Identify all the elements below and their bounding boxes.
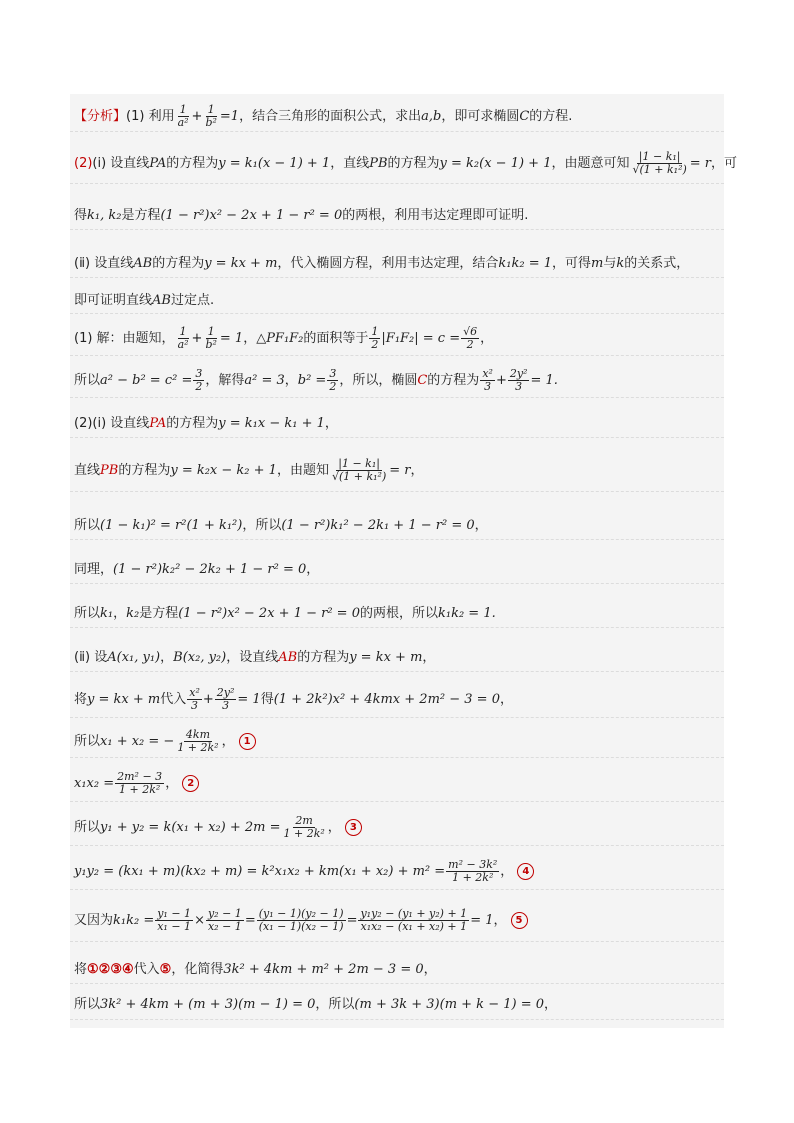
fraction-denominator: x₂ − 1 xyxy=(207,920,242,933)
math-expression: PA xyxy=(149,155,167,171)
text-line xyxy=(70,288,724,314)
text-line xyxy=(70,600,724,628)
fraction-denominator: b² xyxy=(205,116,217,129)
fraction-numerator: 2m xyxy=(295,814,313,827)
body-text: 的面积等于 xyxy=(303,330,369,346)
text-line xyxy=(70,410,724,438)
fraction-numerator: 2m² − 3 xyxy=(117,770,163,783)
math-expression: B(x₂, y₂) xyxy=(173,649,227,665)
body-text: ， xyxy=(165,775,179,791)
body-text: ，△ xyxy=(243,330,267,346)
math-expression: A(x₁, y₁) xyxy=(107,649,161,665)
body-text: 同理， xyxy=(74,561,114,577)
body-text: ， xyxy=(160,649,174,665)
fraction-numerator: 3 xyxy=(195,367,203,380)
body-text: ，直线 xyxy=(330,155,370,171)
body-text: ， xyxy=(474,517,488,533)
math-expression: (1 − r²)k₁² − 2k₁ + 1 − r² = 0 xyxy=(281,517,475,533)
circled-number: 3 xyxy=(345,819,362,836)
text-line xyxy=(70,810,724,846)
text-line xyxy=(70,322,724,356)
body-text: (ⅰ) 设直线 xyxy=(92,155,150,171)
body-text: 得 xyxy=(260,691,274,707)
math-expression: y = k₁x − k₁ + 1 xyxy=(218,415,325,431)
fraction xyxy=(327,368,338,393)
body-text: 的方程为 xyxy=(152,255,205,271)
math-expression: k₁k₂ = 1. xyxy=(438,605,496,621)
body-text: 得 xyxy=(74,207,88,223)
body-text: 所以 xyxy=(74,733,101,749)
body-text: ，所以，椭圆 xyxy=(339,372,418,388)
math-expression: b² = xyxy=(297,372,327,388)
math-expression: C xyxy=(519,108,530,124)
math-expression: (1 − r²)x² − 2x + 1 − r² = 0 xyxy=(160,207,343,223)
math-expression: 3k² + 4km + (m + 3)(m − 1) = 0 xyxy=(100,996,316,1012)
fraction xyxy=(115,771,164,796)
fraction-numerator: y₂ − 1 xyxy=(207,907,242,920)
math-expression: (1 + 2k²)x² + 4kmx + 2m² − 3 = 0 xyxy=(273,691,500,707)
fraction-denominator: (x₁ − 1)(x₂ − 1) xyxy=(258,920,344,933)
text-line xyxy=(70,102,724,132)
document-page xyxy=(70,94,738,1028)
circled-number: 2 xyxy=(182,775,199,792)
fraction-numerator: y₁y₂ − (y₁ + y₂) + 1 xyxy=(360,907,468,920)
fraction-denominator: 2 xyxy=(195,380,203,393)
text-line xyxy=(70,250,724,278)
body-text: ， xyxy=(544,996,558,1012)
circled-number: 5 xyxy=(511,912,528,929)
fraction-denominator: 3 xyxy=(515,380,523,393)
body-text: + xyxy=(191,108,203,124)
math-expression: a,b xyxy=(421,108,442,124)
math-expression: k₁k₂ = 1 xyxy=(498,255,553,271)
body-text: (ⅱ) 设 xyxy=(74,649,108,665)
fraction-denominator: x₁ − 1 xyxy=(157,920,192,933)
math-expression: = 1 xyxy=(237,691,261,707)
body-text: 代入 xyxy=(133,961,160,977)
math-expression: k₁, k₂ xyxy=(87,207,122,223)
body-text: + xyxy=(495,372,507,388)
body-text: 所以 xyxy=(74,996,101,1012)
math-expression: x₁x₂ = xyxy=(74,775,115,791)
body-text: + xyxy=(191,330,203,346)
body-text: 将 xyxy=(74,961,88,977)
body-text: 的方程为 xyxy=(118,462,171,478)
math-expression: |F₁F₂| = c = xyxy=(381,330,461,346)
math-expression: = 1 xyxy=(219,330,244,346)
fraction-numerator: 3 xyxy=(329,367,337,380)
math-expression: C xyxy=(417,372,428,388)
fraction xyxy=(187,687,202,712)
math-expression: 3k² + 4km + m² + 2m − 3 = 0 xyxy=(223,961,424,977)
math-expression: = 1 xyxy=(470,912,494,928)
body-text: 所以 xyxy=(74,517,101,533)
body-text: 的两根，所以 xyxy=(359,605,438,621)
text-line xyxy=(70,450,724,492)
math-expression: AB xyxy=(278,649,298,665)
math-expression: = 1. xyxy=(530,372,558,388)
body-text: ， xyxy=(284,372,298,388)
fraction-numerator: x² xyxy=(482,367,493,380)
text-line xyxy=(70,766,724,802)
fraction-denominator: √(1 + k₁²) xyxy=(331,470,387,483)
fraction xyxy=(175,729,220,754)
label-text: (2) xyxy=(74,155,93,171)
text-line xyxy=(70,956,724,984)
text-line xyxy=(70,990,724,1020)
body-text: (1) 利用 xyxy=(126,108,175,124)
math-expression: y = k₂(x − 1) + 1 xyxy=(439,155,552,171)
body-text: 是方程 xyxy=(121,207,161,223)
body-text: ，可 xyxy=(711,155,738,171)
fraction-denominator: 3 xyxy=(484,380,492,393)
fraction-denominator: 1 + 2k² xyxy=(283,827,325,840)
math-expression: × xyxy=(194,912,205,928)
math-expression: AB xyxy=(152,292,171,308)
fraction xyxy=(358,908,469,933)
fraction-numerator: 1 xyxy=(207,325,215,338)
fraction-denominator: x₁x₂ − (x₁ + x₂) + 1 xyxy=(360,920,468,933)
body-text: ， xyxy=(480,330,494,346)
fraction-numerator: x² xyxy=(189,686,200,699)
math-expression: = xyxy=(244,912,256,928)
fraction-numerator: 1 xyxy=(179,103,187,116)
fraction-denominator: 1 + 2k² xyxy=(119,783,161,796)
math-expression: a² − b² = c² = xyxy=(100,372,193,388)
body-text: (1) 解：由题知， xyxy=(74,330,175,346)
math-expression: k₁ xyxy=(100,605,114,621)
math-expression: (1 − r²)x² − 2x + 1 − r² = 0 xyxy=(178,605,360,621)
fraction-denominator: 1 + 2k² xyxy=(177,741,219,754)
body-text: ， xyxy=(499,691,513,707)
body-text: (ⅱ) 设直线 xyxy=(74,255,134,271)
text-line xyxy=(70,644,724,672)
fraction xyxy=(193,368,204,393)
body-text: 将 xyxy=(74,691,88,707)
math-expression: k xyxy=(616,255,625,271)
math-expression: PF₁F₂ xyxy=(266,330,304,346)
body-text: ， xyxy=(500,863,514,879)
math-expression: PB xyxy=(100,462,119,478)
fraction-denominator: b² xyxy=(205,338,217,351)
fraction-numerator: |1 − k₁| xyxy=(338,457,380,470)
body-text: ， xyxy=(410,462,424,478)
fraction-numerator: 1 xyxy=(371,325,379,338)
fraction-denominator: √(1 + k₁²) xyxy=(632,163,687,176)
math-expression: a² = 3 xyxy=(244,372,285,388)
fraction-denominator: 3 xyxy=(191,699,199,712)
fraction xyxy=(176,104,191,129)
body-text: ， xyxy=(306,561,320,577)
fraction-denominator: a² xyxy=(177,338,189,351)
math-expression: = r xyxy=(689,155,712,171)
body-text: ， xyxy=(327,819,341,835)
fraction xyxy=(155,908,193,933)
fraction-numerator: 4km xyxy=(185,728,211,741)
fraction-denominator: a² xyxy=(177,116,189,129)
math-expression: y = k₂x − k₂ + 1 xyxy=(170,462,277,478)
math-expression: = xyxy=(346,912,358,928)
body-text: ，设直线 xyxy=(226,649,279,665)
label-text: 【分析】 xyxy=(74,108,127,124)
fraction-denominator: 2 xyxy=(329,380,337,393)
body-text: 直线 xyxy=(74,462,101,478)
body-text: 与 xyxy=(603,255,617,271)
body-text: 的方程. xyxy=(529,108,573,124)
body-text: ，即可求椭圆 xyxy=(441,108,520,124)
body-text: + xyxy=(202,691,214,707)
fraction-numerator: 1 xyxy=(207,103,215,116)
text-line xyxy=(70,364,724,398)
text-line xyxy=(70,854,724,890)
body-text: ，解得 xyxy=(205,372,245,388)
circled-references: ⑤ xyxy=(159,961,172,977)
fraction-numerator: |1 − k₁| xyxy=(638,150,681,163)
body-text: 的方程为 xyxy=(427,372,480,388)
body-text: ， xyxy=(113,605,127,621)
fraction xyxy=(630,151,688,176)
fraction xyxy=(206,908,244,933)
body-text: 代入 xyxy=(160,691,187,707)
fraction xyxy=(369,326,380,351)
text-line xyxy=(70,144,738,184)
math-expression: k₂ xyxy=(126,605,140,621)
body-text: 的两根，利用韦达定理即可证明. xyxy=(342,207,529,223)
math-expression: y = k₁(x − 1) + 1 xyxy=(218,155,331,171)
math-expression: y₁y₂ = (kx₁ + m)(kx₂ + m) = k²x₁x₂ + km(x₁ + x₂) + m² = xyxy=(74,863,446,879)
body-text: 的方程为 xyxy=(166,155,219,171)
text-line xyxy=(70,202,724,230)
body-text: ， xyxy=(422,649,436,665)
body-text: 所以 xyxy=(74,372,101,388)
body-text: ，所以 xyxy=(315,996,355,1012)
math-expression: k₁k₂ = xyxy=(113,912,155,928)
fraction xyxy=(203,104,218,129)
fraction xyxy=(461,326,479,351)
body-text: 即可证明直线 xyxy=(74,292,153,308)
text-line xyxy=(70,726,724,758)
body-text: 是方程 xyxy=(139,605,179,621)
fraction-numerator: m² − 3k² xyxy=(448,858,498,871)
body-text: ， xyxy=(324,415,338,431)
fraction-numerator: 2y² xyxy=(216,686,235,699)
fraction xyxy=(203,326,218,351)
fraction-denominator: 2 xyxy=(371,338,379,351)
body-text: ，由题知 xyxy=(276,462,329,478)
body-text: ， xyxy=(493,912,507,928)
circled-references: ①②③④ xyxy=(87,961,134,977)
math-expression: = r xyxy=(389,462,411,478)
body-text: 的方程为 xyxy=(387,155,440,171)
text-line xyxy=(70,512,724,540)
text-line xyxy=(70,900,724,942)
fraction xyxy=(176,326,191,351)
math-expression: y = kx + m xyxy=(349,649,423,665)
fraction xyxy=(257,908,346,933)
text-line xyxy=(70,556,724,584)
body-text: ，结合三角形的面积公式，求出 xyxy=(239,108,422,124)
math-expression: AB xyxy=(133,255,153,271)
body-text: ， xyxy=(423,961,437,977)
body-text: ，可得 xyxy=(552,255,592,271)
body-text: ， xyxy=(221,733,235,749)
fraction xyxy=(508,368,530,393)
math-expression: =1 xyxy=(219,108,240,124)
body-text: 所以 xyxy=(74,819,101,835)
body-text: 的关系式， xyxy=(624,255,690,271)
fraction-numerator: 1 xyxy=(179,325,187,338)
fraction xyxy=(446,859,499,884)
circled-number: 4 xyxy=(517,863,534,880)
fraction-numerator: 2y² xyxy=(509,367,528,380)
body-text: ，由题意可知 xyxy=(551,155,630,171)
math-expression: (1 − r²)k₂² − 2k₂ + 1 − r² = 0 xyxy=(113,561,307,577)
fraction xyxy=(330,458,388,483)
circled-number: 1 xyxy=(239,733,256,750)
body-text: ，化简得 xyxy=(171,961,224,977)
math-expression: y₁ + y₂ = k(x₁ + x₂) + 2m = xyxy=(100,819,281,835)
body-text: ，代入椭圆方程，利用韦达定理，结合 xyxy=(277,255,499,271)
body-text: 所以 xyxy=(74,605,101,621)
fraction-denominator: 3 xyxy=(222,699,230,712)
body-text: 又因为 xyxy=(74,912,114,928)
math-expression: y = kx + m xyxy=(87,691,161,707)
math-expression: (1 − k₁)² = r²(1 + k₁²) xyxy=(100,517,243,533)
math-expression: PA xyxy=(149,415,167,431)
body-text: 的方程为 xyxy=(166,415,219,431)
fraction-numerator: (y₁ − 1)(y₂ − 1) xyxy=(258,907,344,920)
body-text: (2)(ⅰ) 设直线 xyxy=(74,415,150,431)
body-text: ，所以 xyxy=(242,517,282,533)
fraction xyxy=(282,815,327,840)
body-text: 的方程为 xyxy=(297,649,350,665)
fraction xyxy=(480,368,495,393)
fraction xyxy=(215,687,237,712)
math-expression: PB xyxy=(369,155,388,171)
fraction-denominator: 1 + 2k² xyxy=(452,871,494,884)
fraction-denominator: 2 xyxy=(466,338,474,351)
math-expression: y = kx + m xyxy=(204,255,278,271)
text-line xyxy=(70,682,724,718)
fraction-numerator: y₁ − 1 xyxy=(157,907,192,920)
math-expression: x₁ + x₂ = − xyxy=(100,733,175,749)
fraction-numerator: √6 xyxy=(463,325,478,338)
body-text: 过定点. xyxy=(170,292,215,308)
math-expression: m xyxy=(591,255,604,271)
math-expression: (m + 3k + 3)(m + k − 1) = 0 xyxy=(354,996,544,1012)
